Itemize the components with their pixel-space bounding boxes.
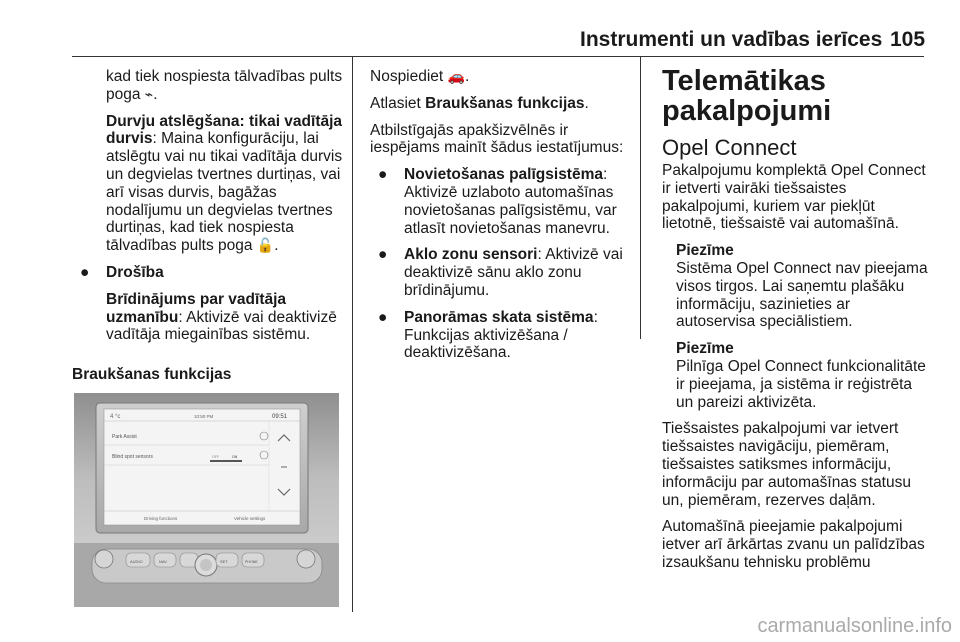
bullet-dot: ● [378, 166, 388, 184]
screen-temp: 4 °c [110, 414, 121, 420]
subsection-heading-opel-connect: Opel Connect [662, 135, 797, 160]
infotainment-illustration [74, 393, 339, 607]
note-functionality [662, 340, 928, 411]
header-rule [72, 56, 924, 57]
toggle-off-label: OFF [212, 455, 219, 459]
unlock-icon: 🔓 [256, 237, 275, 254]
tab-vehicle-settings[interactable]: Vehicle settings [234, 516, 266, 521]
column-divider-right [640, 57, 641, 339]
page-header [0, 0, 960, 62]
figure-caption: Braukšanas funkcijas [72, 366, 232, 384]
note-availability [662, 242, 928, 331]
home-button[interactable] [95, 550, 113, 568]
paragraph-in-car-services: Automašīnā pieejamie pakalpojumi ietver arī ārkārtas zvanu un palīdzības izsaukšanu tehnisku problēmu [662, 518, 925, 571]
svg-text:NAV: NAV [159, 559, 167, 564]
bullet-dot: ● [80, 263, 90, 281]
watermark[interactable]: carmanualsonline.info [757, 615, 952, 637]
paragraph-select: Atlasiet Braukšanas funkcijas. [370, 94, 589, 112]
car-icon: 🚗 [447, 68, 465, 84]
paragraph-opel-connect-intro: Pakalpojumu komplektā Opel Connect ir ietverti vairāki tiešsaistes pakalpojumi, kuriem var piekļūt lietotnē, tiešsaistē vai automašīnā. [662, 162, 926, 233]
paragraph-online-services: Tiešsaistes pakalpojumi var ietvert tiešsaistes navigāciju, piemēram, tiešsaistes satiksmes informāciju, informāciju par automašīnas statusu un, piemēram, rezerves daļām. [662, 420, 911, 509]
page-header-title: Instrumenti un vadības ierīces [580, 28, 883, 51]
paragraph-door-unlock: Durvju atslēgšana: tikai vadītāja durvis: Maina konfigurāciju, lai atslēgtu vai nu tikai vadītāja durvis un degvielas tvertnes durtiņas, vai arī visas durvis, bagāžas nodalījumu un degvielas tvertnes durtiņas, kad tiek nospiesta tālvadības pults poga 🔓. [106, 112, 343, 255]
section-heading-telematics: Telemātikas pakalpojumi [662, 65, 832, 127]
paragraph-press: Nospiediet 🚗. [370, 68, 470, 85]
page-number: 105 [890, 28, 926, 51]
svg-text:AUDIO: AUDIO [130, 559, 143, 564]
column-divider-left [352, 57, 353, 612]
bullet-parking-assist: ● Novietošanas palīgsistēma: Aktivizē uzlaboto automašīnas novietošanas palīgsistēmu, var atlasīt novietošanas manevru. [378, 166, 617, 237]
tab-driving-functions[interactable]: Driving functions [144, 516, 178, 521]
note-text: Sistēma Opel Connect nav pieejama visos tirgos. Lai saņemtu plašāku informāciju, sazinieties ar autoservisa speciālistiem. [676, 259, 928, 331]
svg-text:SET: SET [220, 559, 228, 564]
bullet-panorama: ● Panorāmas skata sistēma: Funkcijas aktivizēšana / deaktivizēšana. [378, 308, 598, 362]
paragraph-remote-key: kad tiek nospiesta tālvadības pults poga ⌁. [106, 68, 343, 103]
bullet-dot: ● [378, 308, 388, 326]
toggle-on-label: ON [232, 455, 238, 459]
svg-text:PHONE: PHONE [245, 560, 258, 564]
note-title: Piezīme [676, 242, 734, 260]
screen-row-park-assist[interactable]: Park Assist [112, 434, 137, 440]
infotainment-photo [74, 393, 339, 607]
middle-column [370, 68, 632, 371]
paragraph-submenus: Atbilstīgajās apakšizvēlnēs ir iespējams mainīt šādus iestatījumus: [370, 121, 624, 157]
note-title: Piezīme [676, 340, 734, 358]
bullet-dot: ● [378, 246, 388, 264]
screen-clock: 09:51 [272, 414, 288, 420]
power-button[interactable] [297, 550, 315, 568]
right-column [662, 66, 928, 581]
bullet-blind-spot: ● Aklo zonu sensori: Aktivizē vai deaktivizē sānu aklo zonu brīdinājumu. [378, 246, 623, 299]
bullet-safety: ● Drošība [80, 263, 164, 281]
remote-key-icon: ⌁ [144, 85, 154, 102]
toggle-blind-spot[interactable] [210, 460, 242, 462]
note-text: Pilnīga Opel Connect funkcionalitāte ir pieejama, ja sistēma ir reģistrēta un pareizi aktivizēta. [676, 357, 926, 411]
left-column [72, 68, 344, 393]
screen-time: 10:50 PM [194, 414, 214, 419]
paragraph-driver-attention: Brīdinājums par vadītāja uzmanību: Aktivizē vai deaktivizē vadītāja miegainības sistēmu. [106, 290, 337, 344]
screen-row-blind-spot[interactable]: Blind spot sensors [112, 454, 153, 460]
